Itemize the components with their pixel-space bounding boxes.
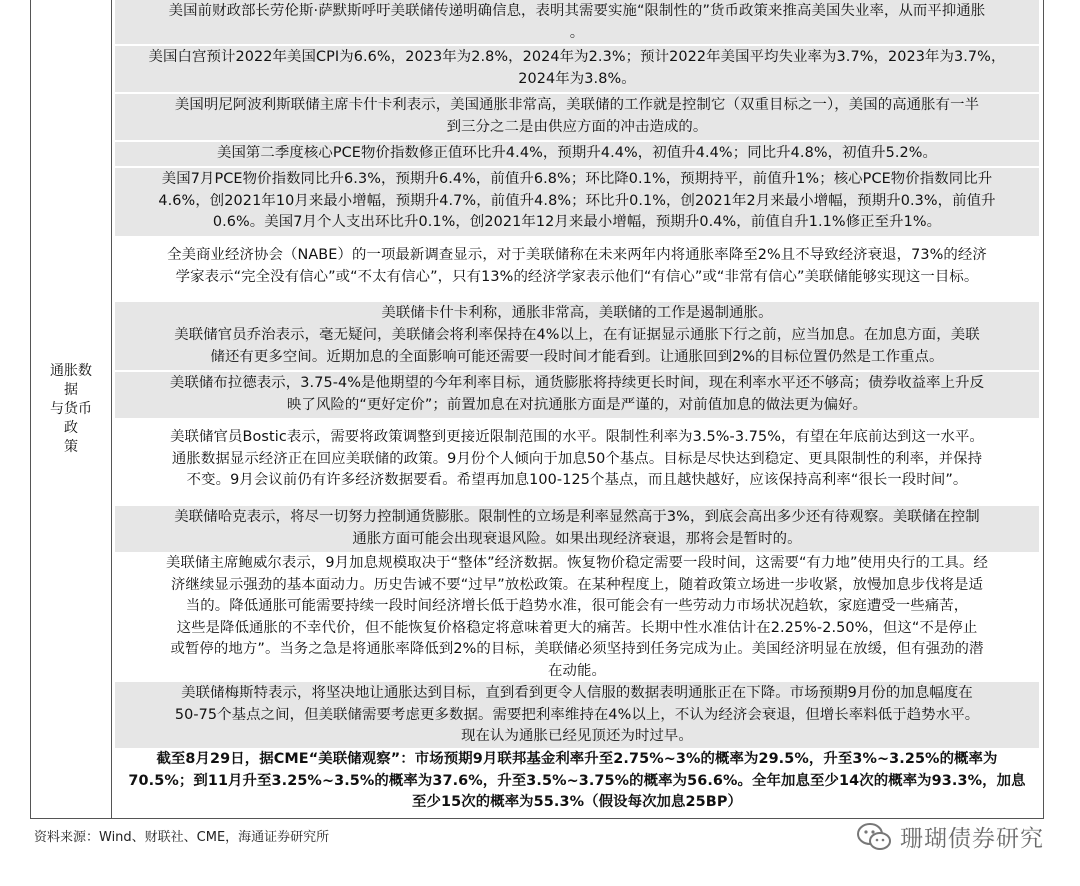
news-row: 美联储官员乔治表示，毫无疑问，美联储会将利率保持在4%以上，在有证据显示通胀下行之前，应当加息。在加息方面，美联 储还有更多空间。近期加息的全面影响可能还需要一段时间才能看到。让通胀回到2%的目标位置仍然是工作重点。 xyxy=(115,324,1039,370)
source-note: 资料来源：Wind、财联社、CME，海通证券研究所 xyxy=(34,830,330,845)
news-row: 美国7月PCE物价指数同比升6.3%，预期升6.4%，前值升6.8%；环比降0.1%，预期持平，前值升1%；核心PCE物价指数同比升 4.6%，创2021年10月来最小增幅，预期升4.7%，前值升4.8%；环比升0.1%，创2021年2月来最小增幅，预期升0.3%，前值升 0.6%。美国7月个人支出环比升0.1%，创2021年12月来最小增幅，预期升0.4%，前值自升1.1%修正至升1%。 xyxy=(115,168,1039,236)
news-row: 美联储官员Bostic表示，需要将政策调整到更接近限制范围的水平。限制性利率为3.5%-3.75%，有望在年底前达到这一水平。 通胀数据显示经济正在回应美联储的政策。9月份个人倾向于加息50个基点。目标是尽快达到稳定、更具限制性的利率，并保持 不变。9月会议前仍有许多经济数据要看。希望再加息100-125个基点，而且越快越好，应该保持高利率“很长一段时间”。 xyxy=(170,429,984,488)
news-row: 美联储梅斯特表示，将坚决地让通胀达到目标，直到看到更令人信服的数据表明通胀正在下降。市场预期9月份的加息幅度在 50-75个基点之间，但美联储需要考虑更多数据。需要把利率维持在4%以上，不认为经济会衰退，但增长率料低于趋势水平。 现在认为通胀已经见顶还为时过早。 xyxy=(115,682,1039,748)
news-row: 美联储哈克表示，将尽一切努力控制通货膨胀。限制性的立场是利率显然高于3%，到底会高出多少还有待观察。美联储在控制 通胀方面可能会出现衰退风险。如果出现经济衰退，那将会是暂时的。 xyxy=(115,506,1039,552)
watermark-text: 珊瑚债券研究 xyxy=(900,826,1044,852)
news-row: 美联储布拉德表示，3.75-4%是他期望的今年利率目标，通货膨胀将持续更长时间，现在利率水平还不够高；债券收益率上升反 映了风险的“更好定价”；前置加息在对抗通胀方面是严谨的，对前值加息的做法更为偏好。 xyxy=(115,372,1039,418)
news-row: 美联储主席鲍威尔表示，9月加息规模取决于“整体”经济数据。恢复物价稳定需要一段时间，这需要“有力地”使用央行的工具。经 济继续显示强劲的基本面动力。历史告诫不要“过早”放松政策。在某种程度上，随着政策立场进一步收紧，放慢加息步伐将是适 当的。降低通胀可能需要持续一段时间经济增长低于趋势水准，很可能会有一些劳动力市场状况趋软，家庭遭受一些痛苦， 这些是降低通胀的不幸代价，但不能恢复价格稳定将意味着更大的痛苦。长期中性水准估计在2.25%-2.50%，但这“不是停止 或暂停的地方”。当务之急是将通胀率降低到2%的目标，美联储必须坚持到任务完成为止。美国经济明显在放缓，但有强劲的潜 在动能。 xyxy=(166,555,988,679)
news-row: 美国前财政部长劳伦斯·萨默斯呼吁美联储传递明确信息，表明其需要实施“限制性的”货币政策来推高美国失业率，从而平抑通胀 。 xyxy=(115,0,1039,44)
wechat-icon xyxy=(856,822,892,852)
news-table xyxy=(30,0,1044,819)
news-row: 全美商业经济协会（NABE）的一项最新调查显示，对于美联储称在未来两年内将通胀率降至2%且不导致经济衰退，73%的经济 学家表示“完全没有信心”或“不太有信心”，只有13%的经济学家表示他们“有信心”或“非常有信心”美联储能够实现这一目标。 xyxy=(167,247,987,285)
news-row: 美联储卡什卡利称，通胀非常高，美联储的工作是遏制通胀。 xyxy=(115,302,1039,324)
news-row: 美国白宫预计2022年美国CPI为6.6%，2023年为2.8%，2024年为2.3%；预计2022年美国平均失业率为3.7%，2023年为3.7%， 2024年为3.8%。 xyxy=(115,46,1039,92)
news-row: 美国明尼阿波利斯联储主席卡什卡利表示，美国通胀非常高，美联储的工作就是控制它（双重目标之一），美国的高通胀有一半 到三分之二是由供应方面的冲击造成的。 xyxy=(115,94,1039,140)
news-row: 截至8月29日，据CME“美联储观察”：市场预期9月联邦基金利率升至2.75%~3%的概率为29.5%，升至3%~3.25%的概率为 70.5%；到11月升至3.25%~3.5%的概率为37.6%，升至3.5%~3.75%的概率为56.6%。全年加息至少14次的概率为93.3%，加息 至少15次的概率为55.3%（假设每次加息25BP） xyxy=(128,751,1026,810)
news-row: 美国第二季度核心PCE物价指数修正值环比升4.4%，预期升4.4%，初值升4.4%；同比升4.8%，初值升5.2%。 xyxy=(115,142,1039,166)
watermark xyxy=(856,820,1044,853)
category-cell xyxy=(31,0,112,818)
category-label: 通胀数据 与货币政 策 xyxy=(50,362,92,455)
